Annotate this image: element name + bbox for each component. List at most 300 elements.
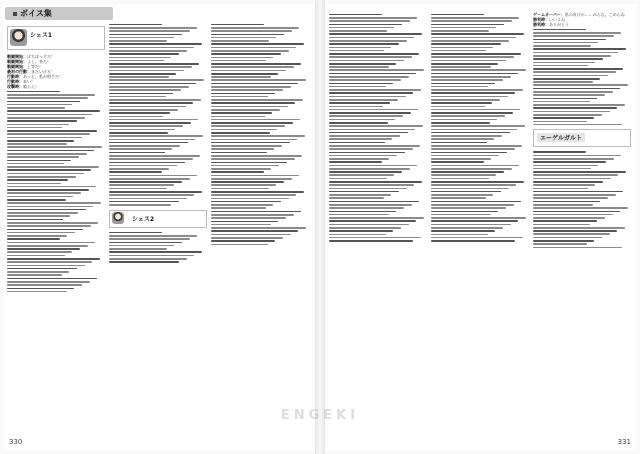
text-line — [329, 125, 423, 127]
text-line — [211, 96, 268, 98]
text-line — [7, 130, 97, 132]
text-line — [533, 68, 623, 70]
text-line — [109, 106, 186, 108]
section-title — [13, 8, 52, 19]
text-line — [211, 50, 289, 52]
text-line — [211, 230, 298, 232]
text-line — [533, 65, 588, 67]
text-line — [7, 153, 87, 155]
text-line — [211, 57, 273, 59]
text-line — [7, 212, 78, 214]
text-line — [533, 71, 616, 73]
text-line — [533, 81, 593, 83]
text-line — [533, 220, 597, 222]
text-line — [7, 248, 80, 250]
text-line — [7, 196, 73, 198]
text-line — [533, 29, 586, 31]
text-line — [329, 204, 412, 206]
text-line — [329, 66, 389, 68]
text-line — [533, 243, 587, 245]
text-line — [533, 114, 602, 116]
text-line — [533, 124, 622, 126]
text-line — [211, 27, 299, 29]
voice-line: 行動時：あっと、私が相手だ！ — [7, 74, 63, 79]
text-line — [431, 27, 496, 29]
text-line — [329, 60, 404, 62]
text-line — [533, 165, 598, 167]
text-line — [533, 237, 602, 239]
text-line — [431, 197, 486, 199]
left-column-2 — [109, 22, 205, 265]
text-line — [7, 192, 81, 194]
text-line — [431, 230, 495, 232]
text-line — [109, 40, 167, 42]
text-line — [329, 227, 401, 229]
text-line — [211, 76, 271, 78]
text-line — [329, 178, 387, 180]
text-line — [109, 232, 162, 234]
text-line — [329, 96, 406, 98]
text-line — [211, 122, 293, 124]
text-line — [431, 227, 503, 229]
text-line — [7, 156, 79, 158]
text-line — [211, 217, 286, 219]
text-line — [533, 184, 595, 186]
voice-line: 戦闘開始：ぼちぼっそだ！ — [7, 54, 55, 59]
text-line — [109, 184, 174, 186]
text-line — [431, 240, 515, 242]
text-line — [431, 132, 510, 134]
text-line — [329, 142, 385, 144]
text-line — [431, 171, 504, 173]
text-line — [431, 24, 504, 26]
text-line — [211, 99, 303, 101]
text-line — [211, 194, 296, 196]
text-line — [431, 14, 484, 16]
voice-line: ゲームオーバー：私の負けか……みんな、ごめんね — [533, 12, 625, 17]
text-line — [7, 274, 62, 276]
text-line — [211, 24, 264, 26]
text-line — [329, 138, 392, 140]
text-line — [109, 24, 162, 26]
text-line — [7, 225, 91, 227]
text-line — [211, 139, 297, 141]
text-line — [533, 111, 610, 113]
text-line — [431, 152, 507, 154]
text-line — [7, 281, 90, 283]
text-line — [431, 184, 516, 186]
text-line — [7, 133, 90, 135]
text-line — [211, 106, 288, 108]
text-line — [431, 211, 498, 213]
text-line — [109, 168, 169, 170]
character-name: シェス2 — [132, 215, 155, 223]
text-line — [211, 79, 306, 81]
left-column-1 — [7, 26, 103, 294]
text-line — [211, 102, 295, 104]
text-line — [109, 83, 196, 85]
text-line — [7, 288, 74, 290]
text-line — [211, 244, 268, 246]
text-line — [431, 191, 501, 193]
text-line — [533, 62, 595, 64]
text-line — [211, 178, 292, 180]
text-line — [211, 198, 289, 200]
text-line — [329, 69, 424, 71]
text-line — [533, 168, 591, 170]
text-block — [431, 14, 527, 242]
text-block — [329, 14, 425, 242]
text-line — [431, 122, 490, 124]
text-line — [329, 155, 397, 157]
text-line — [329, 37, 414, 39]
text-line — [329, 56, 412, 58]
text-line — [533, 84, 628, 86]
text-line — [431, 60, 506, 62]
text-line — [7, 143, 67, 145]
text-line — [431, 79, 503, 81]
text-line — [211, 175, 299, 177]
page-number: 331 — [617, 438, 631, 446]
text-line — [533, 78, 600, 80]
text-line — [431, 86, 488, 88]
text-line — [109, 145, 180, 147]
text-line — [431, 165, 519, 167]
text-line — [431, 188, 509, 190]
text-line — [109, 102, 193, 104]
text-line — [533, 91, 613, 93]
text-line — [329, 234, 386, 236]
text-line — [431, 181, 524, 183]
text-line — [431, 207, 506, 209]
text-line — [533, 224, 590, 226]
character-header — [109, 210, 207, 228]
text-line — [533, 174, 618, 176]
text-block — [533, 29, 629, 126]
text-line — [7, 265, 85, 267]
text-line — [533, 39, 606, 41]
text-line — [109, 171, 162, 173]
text-line — [533, 211, 620, 213]
text-line — [109, 181, 182, 183]
text-line — [533, 155, 621, 157]
voice-line: 行動時：来い！ — [7, 79, 35, 84]
text-line — [329, 89, 421, 91]
text-line — [431, 96, 508, 98]
text-line — [109, 99, 201, 101]
text-line — [109, 148, 172, 150]
text-line — [109, 162, 185, 164]
text-line — [329, 122, 388, 124]
text-line — [211, 227, 306, 229]
text-line — [109, 204, 171, 206]
text-line — [431, 56, 514, 58]
text-line — [7, 173, 84, 175]
text-line — [211, 240, 275, 242]
text-line — [431, 76, 511, 78]
character-header — [7, 26, 105, 50]
character-name: エーゲルガルト — [537, 133, 585, 142]
right-column-3 — [533, 12, 629, 250]
text-line — [211, 135, 305, 137]
text-line — [329, 30, 387, 32]
text-line — [329, 214, 389, 216]
text-line — [7, 114, 92, 116]
text-line — [7, 137, 82, 139]
left-column-3 — [211, 22, 307, 247]
text-line — [211, 211, 301, 213]
text-line — [211, 158, 295, 160]
text-line — [7, 150, 94, 152]
text-line — [431, 148, 515, 150]
text-line — [7, 176, 76, 178]
text-line — [109, 248, 167, 250]
text-line — [533, 197, 608, 199]
text-line — [211, 63, 301, 65]
voice-line: 戦闘開始：上等だ！ — [7, 64, 43, 69]
text-line — [211, 145, 282, 147]
text-line — [431, 33, 524, 35]
text-line — [533, 191, 623, 193]
text-line — [7, 284, 82, 286]
text-line — [109, 178, 190, 180]
text-line — [431, 69, 526, 71]
text-line — [7, 245, 88, 247]
text-line — [533, 88, 620, 90]
text-line — [431, 174, 496, 176]
section-title-text: ボイス集 — [20, 9, 52, 18]
text-line — [533, 55, 611, 57]
text-line — [109, 191, 202, 193]
text-line — [7, 179, 68, 181]
text-line — [7, 215, 70, 217]
text-line — [533, 52, 618, 54]
text-line — [533, 201, 600, 203]
text-line — [431, 145, 522, 147]
text-line — [431, 115, 505, 117]
text-line — [533, 217, 605, 219]
text-line — [211, 132, 270, 134]
text-line — [329, 76, 409, 78]
text-line — [211, 112, 272, 114]
text-line — [329, 224, 409, 226]
text-line — [211, 188, 269, 190]
text-line — [431, 66, 491, 68]
text-line — [109, 261, 179, 263]
text-line — [329, 112, 411, 114]
text-line — [329, 50, 384, 52]
text-line — [533, 178, 611, 180]
text-line — [211, 181, 284, 183]
text-line — [7, 183, 61, 185]
text-line — [533, 101, 590, 103]
text-line — [329, 194, 391, 196]
text-line — [329, 181, 422, 183]
text-line — [211, 70, 286, 72]
text-line — [329, 158, 389, 160]
text-line — [533, 158, 614, 160]
voice-line: 攻撃時：喰らえ！ — [7, 84, 39, 89]
text-line — [7, 209, 86, 211]
text-line — [431, 20, 512, 22]
text-line — [329, 165, 417, 167]
text-line — [109, 63, 199, 65]
text-line — [109, 60, 164, 62]
right-column-1 — [329, 12, 425, 243]
text-line — [329, 188, 407, 190]
text-line — [109, 34, 182, 36]
text-line — [109, 139, 195, 141]
text-line — [211, 86, 291, 88]
text-line — [329, 148, 413, 150]
text-line — [7, 199, 66, 201]
text-line — [211, 66, 294, 68]
text-line — [211, 34, 284, 36]
text-line — [329, 83, 393, 85]
voice-line: 勝利時：いいよね — [533, 17, 565, 22]
text-line — [7, 186, 96, 188]
text-line — [211, 73, 278, 75]
text-line — [211, 129, 277, 131]
text-line — [533, 214, 613, 216]
avatar — [112, 212, 124, 224]
text-line — [7, 117, 85, 119]
voice-line: 戦闘開始：よし、来た！ — [7, 59, 51, 64]
text-line — [533, 233, 610, 235]
text-line — [431, 234, 488, 236]
text-line — [211, 214, 294, 216]
text-line — [7, 166, 99, 168]
text-line — [431, 73, 518, 75]
text-line — [431, 83, 495, 85]
text-block — [7, 91, 103, 293]
text-line — [533, 151, 586, 153]
text-line — [533, 42, 598, 44]
text-line — [329, 73, 416, 75]
text-line — [109, 165, 177, 167]
text-line — [329, 129, 415, 131]
text-line — [329, 184, 414, 186]
text-line — [533, 104, 625, 106]
text-line — [109, 238, 190, 240]
text-line — [533, 194, 616, 196]
text-line — [109, 158, 193, 160]
text-line — [329, 115, 403, 117]
text-line — [109, 86, 189, 88]
text-line — [211, 37, 276, 39]
text-line — [329, 14, 382, 16]
text-line — [329, 240, 413, 242]
text-line — [109, 155, 200, 157]
text-line — [431, 43, 501, 45]
voice-line: 勝利時：ありがとう — [533, 22, 569, 27]
text-line — [211, 162, 287, 164]
text-line — [109, 30, 190, 32]
section-header — [5, 7, 113, 20]
text-line — [329, 207, 404, 209]
text-line — [109, 255, 194, 257]
text-line — [431, 142, 487, 144]
text-line — [211, 204, 273, 206]
text-line — [329, 174, 394, 176]
text-line — [533, 75, 608, 77]
text-line — [109, 198, 187, 200]
text-line — [533, 188, 588, 190]
text-line — [109, 129, 175, 131]
text-line — [431, 178, 489, 180]
text-line — [109, 70, 184, 72]
text-line — [431, 17, 519, 19]
text-line — [109, 194, 194, 196]
text-line — [211, 221, 278, 223]
text-line — [329, 197, 384, 199]
text-line — [7, 255, 65, 257]
text-line — [533, 32, 621, 34]
text-line — [329, 24, 402, 26]
text-line — [109, 258, 187, 260]
text-line — [211, 207, 266, 209]
text-line — [329, 79, 401, 81]
text-line — [329, 135, 400, 137]
text-line — [7, 232, 75, 234]
text-line — [431, 106, 485, 108]
text-line — [109, 89, 181, 91]
text-line — [431, 204, 514, 206]
text-line — [7, 271, 69, 273]
text-line — [109, 66, 192, 68]
text-line — [7, 238, 60, 240]
text-line — [431, 158, 491, 160]
text-line — [211, 83, 298, 85]
text-line — [7, 278, 97, 280]
text-line — [7, 110, 100, 112]
text-line — [7, 291, 67, 293]
text-line — [329, 132, 408, 134]
text-line — [7, 140, 74, 142]
text-line — [7, 251, 72, 253]
text-line — [211, 89, 283, 91]
text-line — [533, 45, 591, 47]
text-line — [329, 171, 402, 173]
text-line — [7, 258, 100, 260]
right-page — [325, 4, 637, 450]
text-line — [533, 230, 617, 232]
voice-line: 最初の行動：まだいける！ — [7, 69, 55, 74]
text-line — [329, 230, 393, 232]
text-block — [109, 232, 205, 263]
text-line — [211, 224, 271, 226]
text-line — [211, 191, 304, 193]
text-line — [431, 50, 486, 52]
text-line — [211, 109, 280, 111]
text-line — [431, 237, 523, 239]
text-line — [211, 234, 291, 236]
text-line — [7, 229, 83, 231]
text-line — [431, 138, 494, 140]
bullet-icon — [13, 12, 17, 16]
text-line — [431, 129, 517, 131]
text-line — [431, 194, 493, 196]
text-line — [431, 161, 484, 163]
text-line — [329, 191, 399, 193]
text-line — [431, 99, 500, 101]
text-line — [329, 20, 410, 22]
text-line — [329, 109, 418, 111]
text-line — [431, 119, 497, 121]
text-line — [7, 101, 80, 103]
text-line — [533, 94, 605, 96]
text-line — [211, 93, 275, 95]
